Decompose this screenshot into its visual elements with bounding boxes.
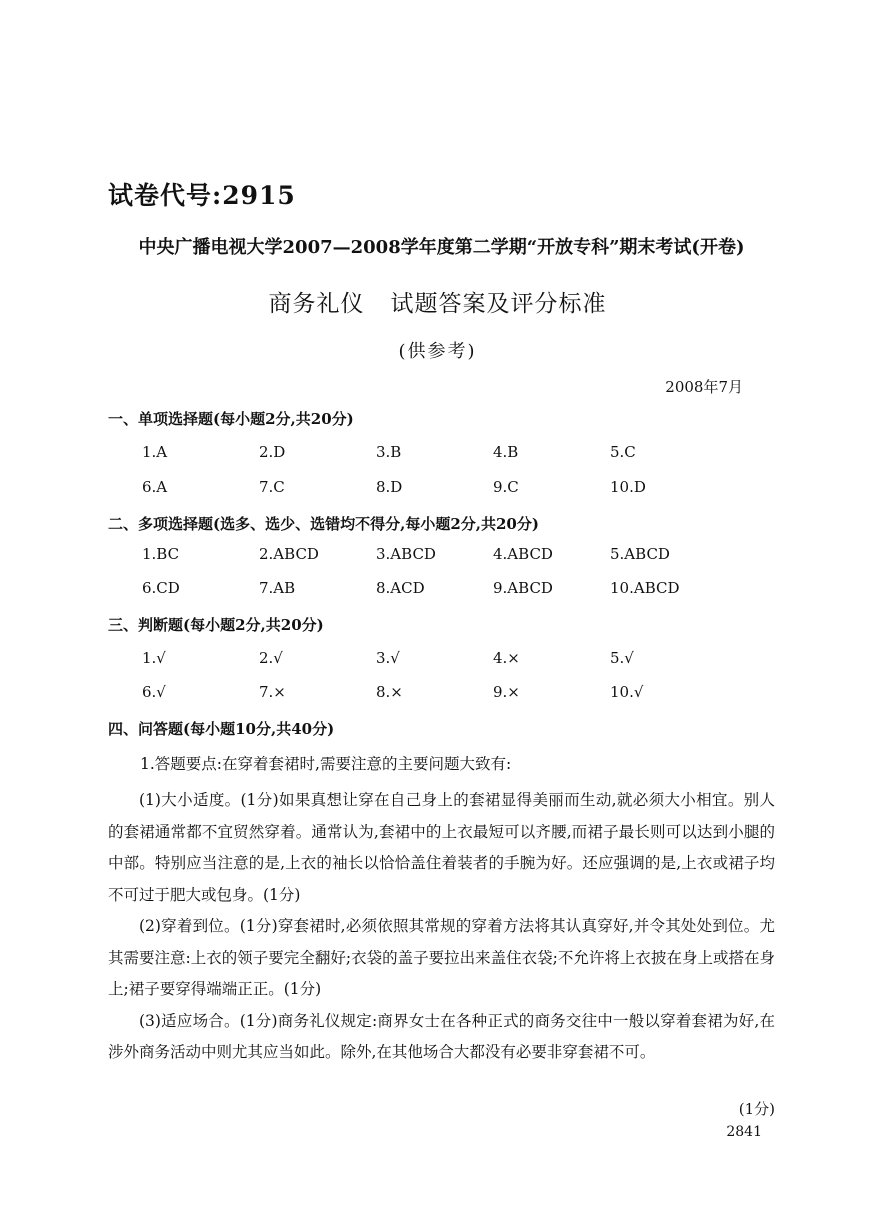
- answer-item: 1.√: [142, 649, 166, 667]
- answer-item: 8.D: [376, 478, 403, 496]
- answer-item: 6.√: [142, 683, 166, 701]
- answer-item: 8.×: [376, 683, 403, 701]
- paper-code: 试卷代号:2915: [108, 181, 296, 210]
- section-1-title: 一、单项选择题(每小题2分,共20分): [108, 410, 354, 428]
- answer-item: 6.A: [142, 478, 168, 496]
- answer-item: 9.×: [493, 683, 520, 701]
- answer-item: 10.√: [610, 683, 644, 701]
- course-name: 商务礼仪: [268, 291, 365, 317]
- answer-point: (1)大小适度。(1分)如果真想让穿在自己身上的套裙显得美丽而生动,就必须大小相宜。别人的套裙通常都不宜贸然穿着。通常认为,套裙中的上衣最短可以齐腰,而裙子最长则可以达到小腿的中部。特别应当注意的是,上衣的袖长以恰恰盖住着装者的手腕为好。还应强调的是,上衣或裙子均不可过于肥大或包身。(1分): [108, 791, 775, 904]
- answer-item: 4.ABCD: [493, 545, 553, 563]
- answer-key-title: 试题答案及评分标准: [390, 291, 607, 317]
- answer-item: 2.√: [259, 649, 283, 667]
- answer-item: 8.ACD: [376, 579, 425, 597]
- section-4-title: 四、问答题(每小题10分,共40分): [108, 720, 335, 738]
- answer-item: 10.ABCD: [610, 579, 680, 597]
- answer-item: 4.×: [493, 649, 520, 667]
- score-note: (1分): [738, 1100, 775, 1118]
- answer-item: 5.C: [610, 443, 636, 461]
- document-title: [0, 285, 875, 318]
- answer-item: 9.C: [493, 478, 519, 496]
- document-date: 2008年7月: [665, 378, 743, 396]
- answer-point: (2)穿着到位。(1分)穿套裙时,必须依照其常规的穿着方法将其认真穿好,并令其处处到位。尤其需要注意:上衣的领子要完全翻好;衣袋的盖子要拉出来盖住衣袋;不允许将上衣披在身上或搭在身上;裙子要穿得端端正正。(1分): [108, 917, 775, 998]
- answer-item: 5.ABCD: [610, 545, 670, 563]
- answer-item: 2.ABCD: [259, 545, 319, 563]
- answer-item: 7.×: [259, 683, 286, 701]
- answer-item: 3.√: [376, 649, 400, 667]
- answer-item: 10.D: [610, 478, 646, 496]
- question-1-points: [108, 785, 775, 1069]
- exam-title: 中央广播电视大学2007—2008学年度第二学期“开放专科”期末考试(开卷): [138, 237, 745, 258]
- answer-item: 5.√: [610, 649, 634, 667]
- answer-point: (3)适应场合。(1分)商务礼仪规定:商界女士在各种正式的商务交往中一般以穿着套裙为好,在涉外商务活动中则尤其应当如此。除外,在其他场合大都没有必要非穿套裙不可。: [108, 1011, 775, 1061]
- section-2-title: 二、多项选择题(选多、选少、选错均不得分,每小题2分,共20分): [108, 515, 539, 533]
- answer-item: 3.B: [376, 443, 402, 461]
- answer-item: 4.B: [493, 443, 519, 461]
- answer-item: 6.CD: [142, 579, 180, 597]
- answer-item: 1.A: [142, 443, 168, 461]
- answer-item: 9.ABCD: [493, 579, 553, 597]
- page-number: 2841: [726, 1124, 762, 1140]
- document-subtitle: (供参考): [398, 341, 477, 362]
- answer-item: 2.D: [259, 443, 286, 461]
- answer-item: 7.C: [259, 478, 285, 496]
- answer-item: 1.BC: [142, 545, 180, 563]
- answer-item: 3.ABCD: [376, 545, 436, 563]
- section-3-title: 三、判断题(每小题2分,共20分): [108, 616, 324, 634]
- question-1-intro: 1.答题要点:在穿着套裙时,需要注意的主要问题大致有:: [140, 755, 512, 773]
- answer-item: 7.AB: [259, 579, 296, 597]
